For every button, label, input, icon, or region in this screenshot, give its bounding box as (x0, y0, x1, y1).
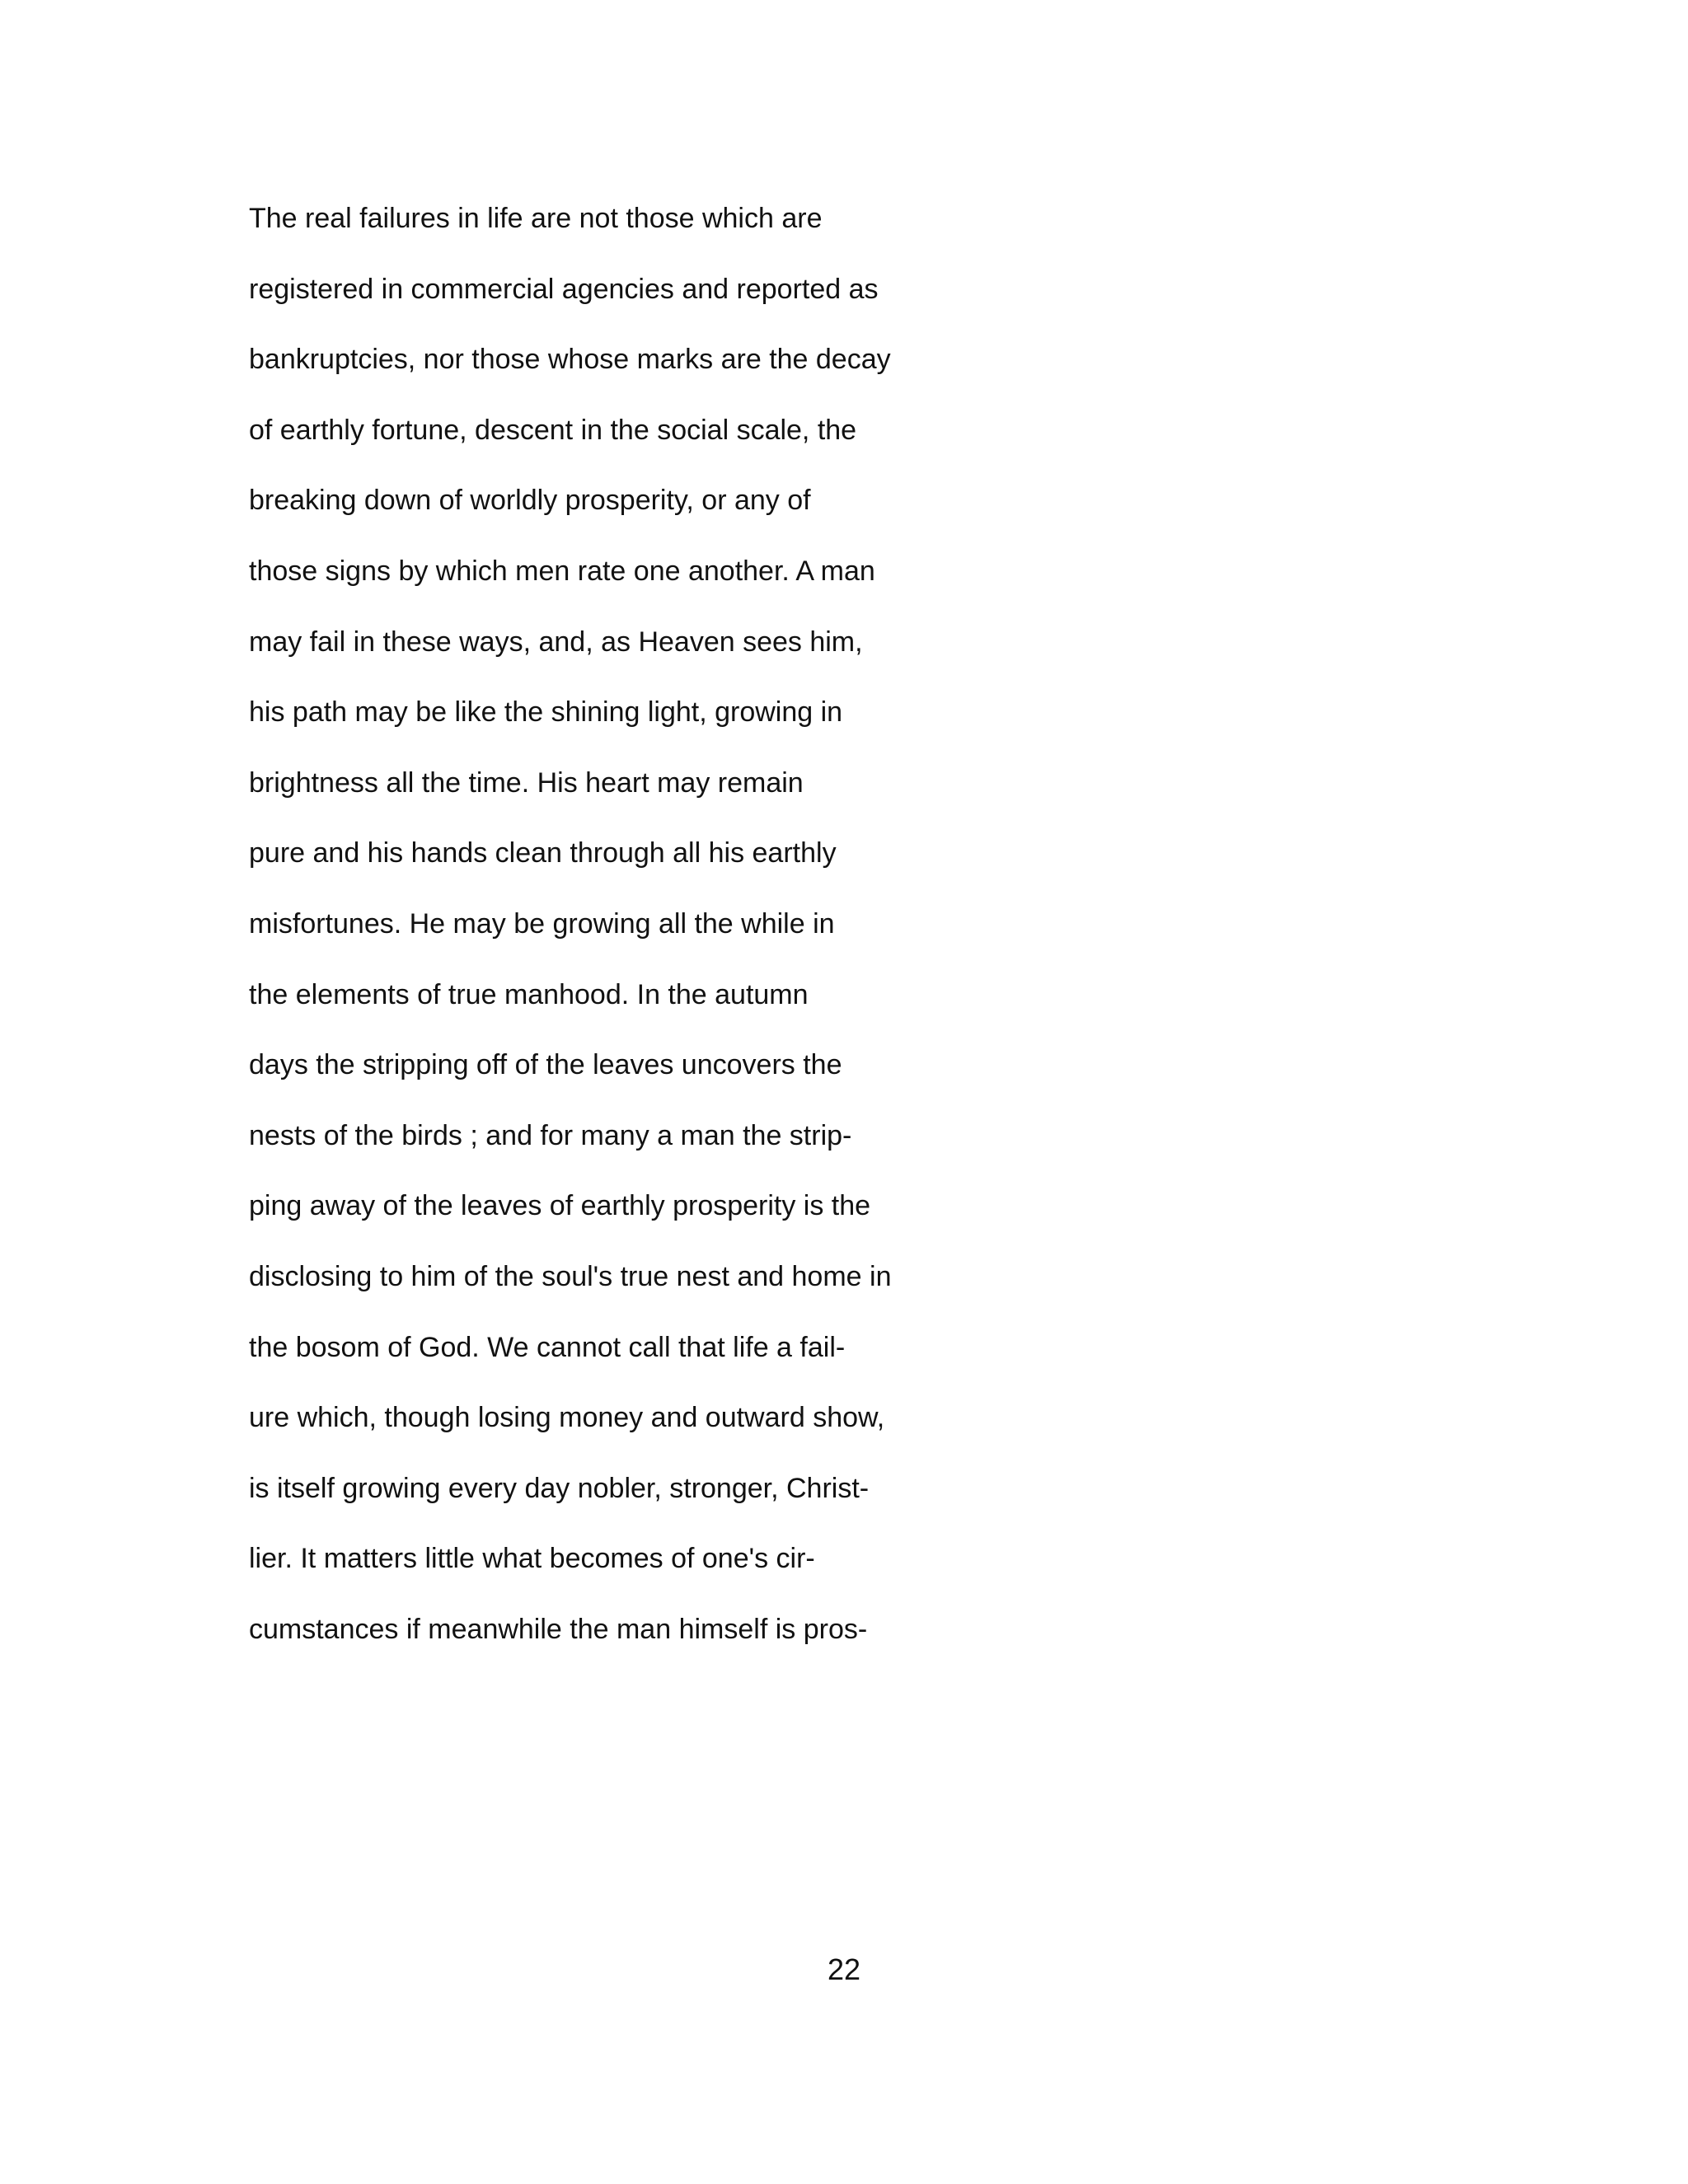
text-line-17: the bosom of God. We cannot call that life a fail- (249, 1331, 846, 1363)
text-line-19: is itself growing every day nobler, stronger, Christ- (249, 1472, 870, 1504)
page-number: 22 (827, 1952, 861, 1986)
text-line-18: ure which, though losing money and outward show, (249, 1402, 885, 1434)
body-text (249, 194, 991, 1675)
text-line-20: lier. It matters little what becomes of one's cir- (249, 1543, 815, 1575)
text-line-8: his path may be like the shining light, growing in (249, 696, 843, 729)
text-line-21: cumstances if meanwhile the man himself is pros- (249, 1613, 868, 1645)
text-line-5: breaking down of worldly prosperity, or any of (249, 485, 811, 517)
text-line-11: misfortunes. He may be growing all the while in (249, 907, 835, 940)
text-line-16: disclosing to him of the soul's true nest and home in (249, 1260, 892, 1292)
text-line-12: the elements of true manhood. In the autumn (249, 978, 809, 1010)
text-line-4: of earthly fortune, descent in the social scale, the (249, 414, 857, 446)
text-line-10: pure and his hands clean through all his earthly (249, 837, 837, 869)
text-line-3: bankruptcies, nor those whose marks are the decay (249, 344, 891, 376)
text-line-7: may fail in these ways, and, as Heaven sees him, (249, 626, 863, 658)
text-line-2: registered in commercial agencies and reported as (249, 273, 879, 305)
text-line-9: brightness all the time. His heart may remain (249, 766, 804, 799)
text-line-14: nests of the birds ; and for many a man the strip- (249, 1119, 852, 1151)
text-line-15: ping away of the leaves of earthly prosperity is the (249, 1190, 871, 1222)
text-line-13: days the stripping off of the leaves uncovers the (249, 1049, 842, 1081)
text-line-1: The real failures in life are not those which are (249, 203, 823, 234)
text-line-6: those signs by which men rate one another. A man (249, 555, 875, 587)
